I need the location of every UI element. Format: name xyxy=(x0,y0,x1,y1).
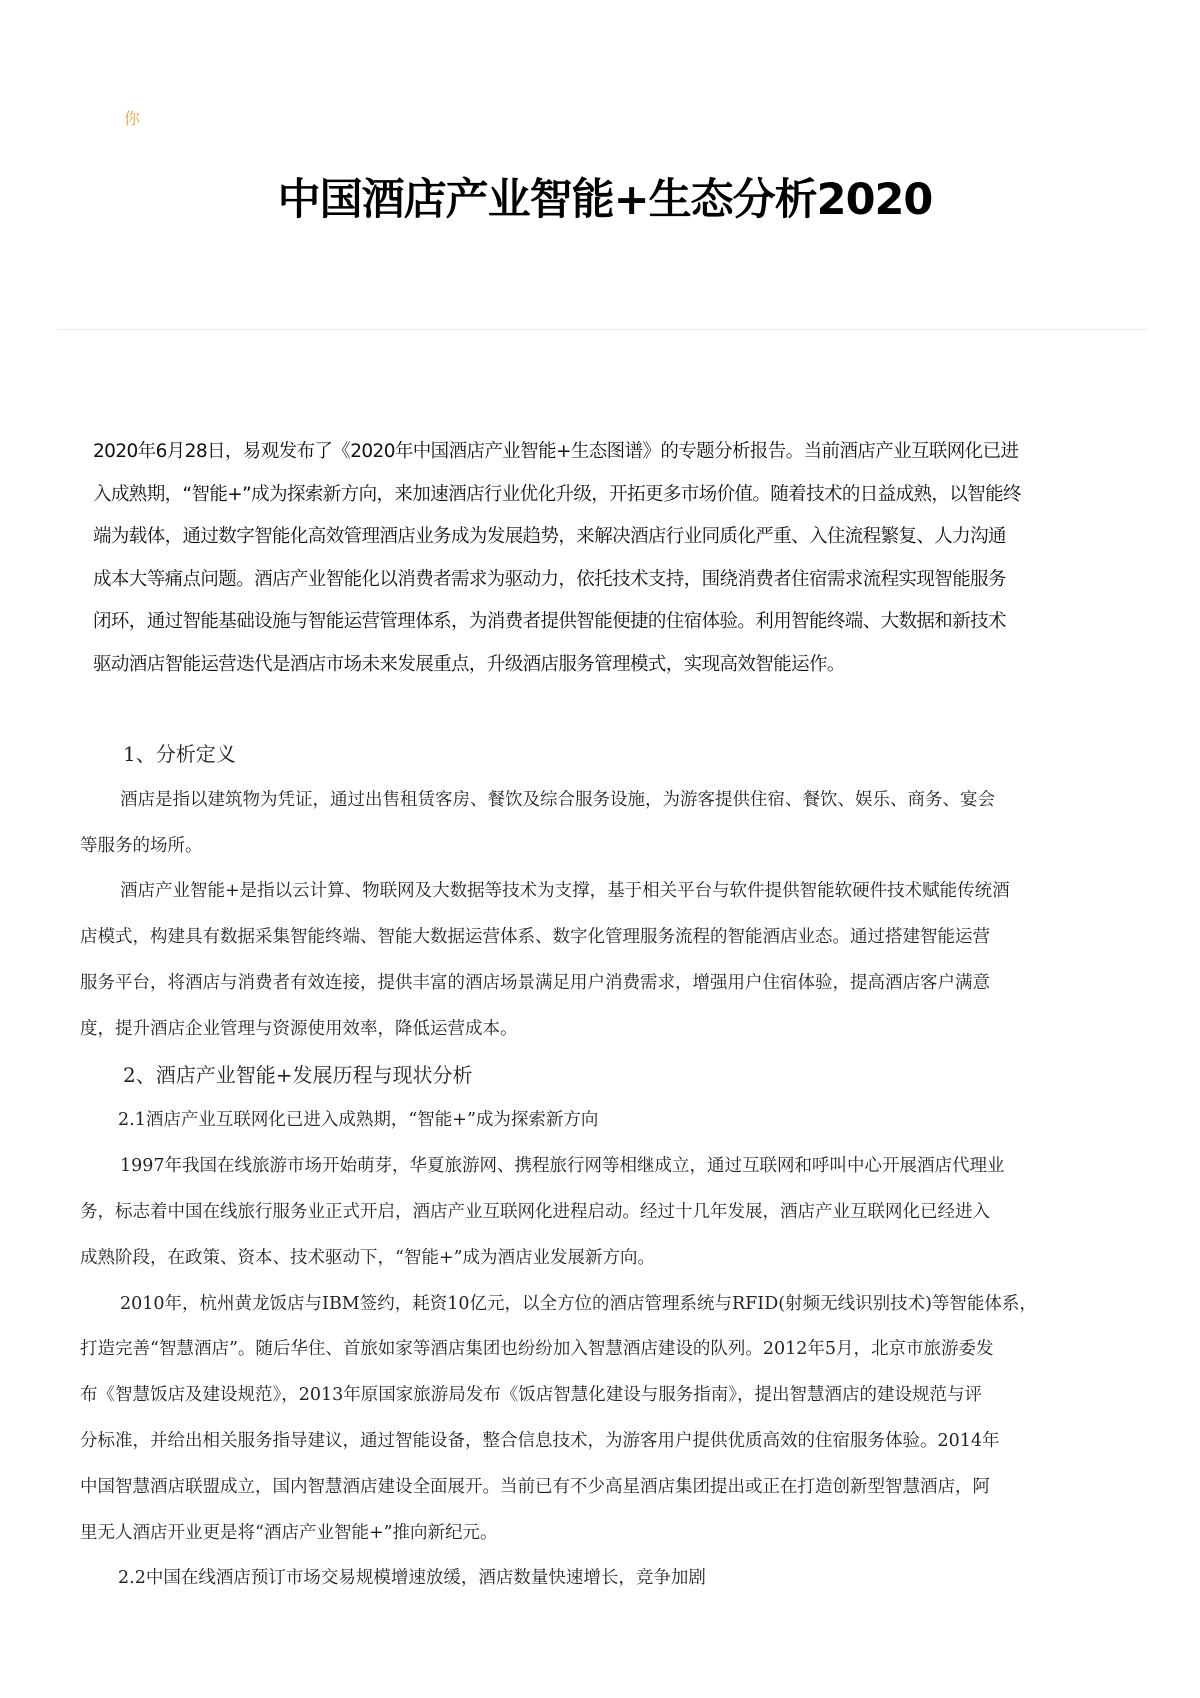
intro-line: 驱动酒店智能运营迭代是酒店市场未来发展重点，升级酒店服务管理模式，实现高效智能运作。 xyxy=(93,653,845,675)
body-line: 1997年我国在线旅游市场开始萌芽，华夏旅游网、携程旅行网等相继成立，通过互联网和呼叫中心开展酒店代理业 xyxy=(120,1156,1005,1177)
body-line: 度，提升酒店企业管理与资源使用效率，降低运营成本。 xyxy=(80,1018,518,1039)
article-body xyxy=(80,733,1140,1603)
body-line: 等服务的场所。 xyxy=(80,835,203,856)
body-line: 打造完善“智慧酒店”。随后华住、首旅如家等酒店集团也纷纷加入智慧酒店建设的队列。2012年5月，北京市旅游委发 xyxy=(80,1339,994,1360)
page-title: 中国酒店产业智能+生态分析2020 xyxy=(277,175,933,225)
body-line: 酒店产业智能+是指以云计算、物联网及大数据等技术为支撑，基于相关平台与软件提供智能软硬件技术赋能传统酒 xyxy=(120,881,1010,902)
corner-mark-icon: 你 xyxy=(124,109,141,128)
intro-paragraph xyxy=(93,432,1143,688)
body-line: 酒店是指以建筑物为凭证，通过出售租赁客房、餐饮及综合服务设施，为游客提供住宿、餐饮、娱乐、商务、宴会 xyxy=(120,789,995,810)
body-line: 服务平台，将酒店与消费者有效连接，提供丰富的酒店场景满足用户消费需求，增强用户住宿体验，提高酒店客户满意 xyxy=(80,972,990,993)
body-line: 务，标志着中国在线旅行服务业正式开启，酒店产业互联网化进程启动。经过十几年发展，酒店产业互联网化已经进入 xyxy=(80,1201,990,1222)
intro-line: 端为载体，通过数字智能化高效管理酒店业务成为发展趋势，来解决酒店行业同质化严重、入住流程繁复、人力沟通 xyxy=(93,526,1006,548)
subsection-heading: 2.2中国在线酒店预订市场交易规模增速放缓，酒店数量快速增长，竞争加剧 xyxy=(118,1568,706,1589)
intro-line: 2020年6月28日，易观发布了《2020年中国酒店产业智能+生态图谱》的专题分析报告。当前酒店产业互联网化已进 xyxy=(93,441,1019,462)
body-line: 里无人酒店开业更是将“酒店产业智能+”推向新纪元。 xyxy=(80,1522,498,1543)
intro-line: 成本大等痛点问题。酒店产业智能化以消费者需求为驱动力，依托技术支持，围绕消费者住宿需求流程实现智能服务 xyxy=(93,568,1006,590)
body-line: 中国智慧酒店联盟成立，国内智慧酒店建设全面展开。当前已有不少高星酒店集团提出或正在打造创新型智慧酒店，阿 xyxy=(80,1476,990,1497)
section-heading: 2、酒店产业智能+发展历程与现状分析 xyxy=(123,1062,473,1087)
body-line: 店模式，构建具有数据采集智能终端、智能大数据运营体系、数字化管理服务流程的智能酒店业态。通过搭建智能运营 xyxy=(80,927,990,948)
section-heading: 1、分析定义 xyxy=(123,742,236,766)
divider xyxy=(57,329,1147,330)
body-line: 布《智慧饭店及建设规范》，2013年原国家旅游局发布《饭店智慧化建设与服务指南》，提出智慧酒店的建设规范与评 xyxy=(80,1385,983,1406)
body-line: 成熟阶段，在政策、资本、技术驱动下，“智能+”成为酒店业发展新方向。 xyxy=(80,1247,656,1268)
intro-line: 闭环，通过智能基础设施与智能运营管理体系，为消费者提供智能便捷的住宿体验。利用智能终端、大数据和新技术 xyxy=(93,611,1006,633)
body-line: 2010年，杭州黄龙饭店与IBM签约，耗资10亿元，以全方位的酒店管理系统与RFID(射频无线识别技术)等智能体系， xyxy=(120,1293,1037,1314)
subsection-heading: 2.1酒店产业互联网化已进入成熟期，“智能+”成为探索新方向 xyxy=(118,1110,599,1131)
intro-line: 入成熟期，“智能+”成为探索新方向，来加速酒店行业优化升级，开拓更多市场价值。随着技术的日益成熟，以智能终 xyxy=(93,483,1021,505)
body-line: 分标准，并给出相关服务指导建议，通过智能设备，整合信息技术，为游客用户提供优质高效的住宿服务体验。2014年 xyxy=(80,1430,1000,1451)
